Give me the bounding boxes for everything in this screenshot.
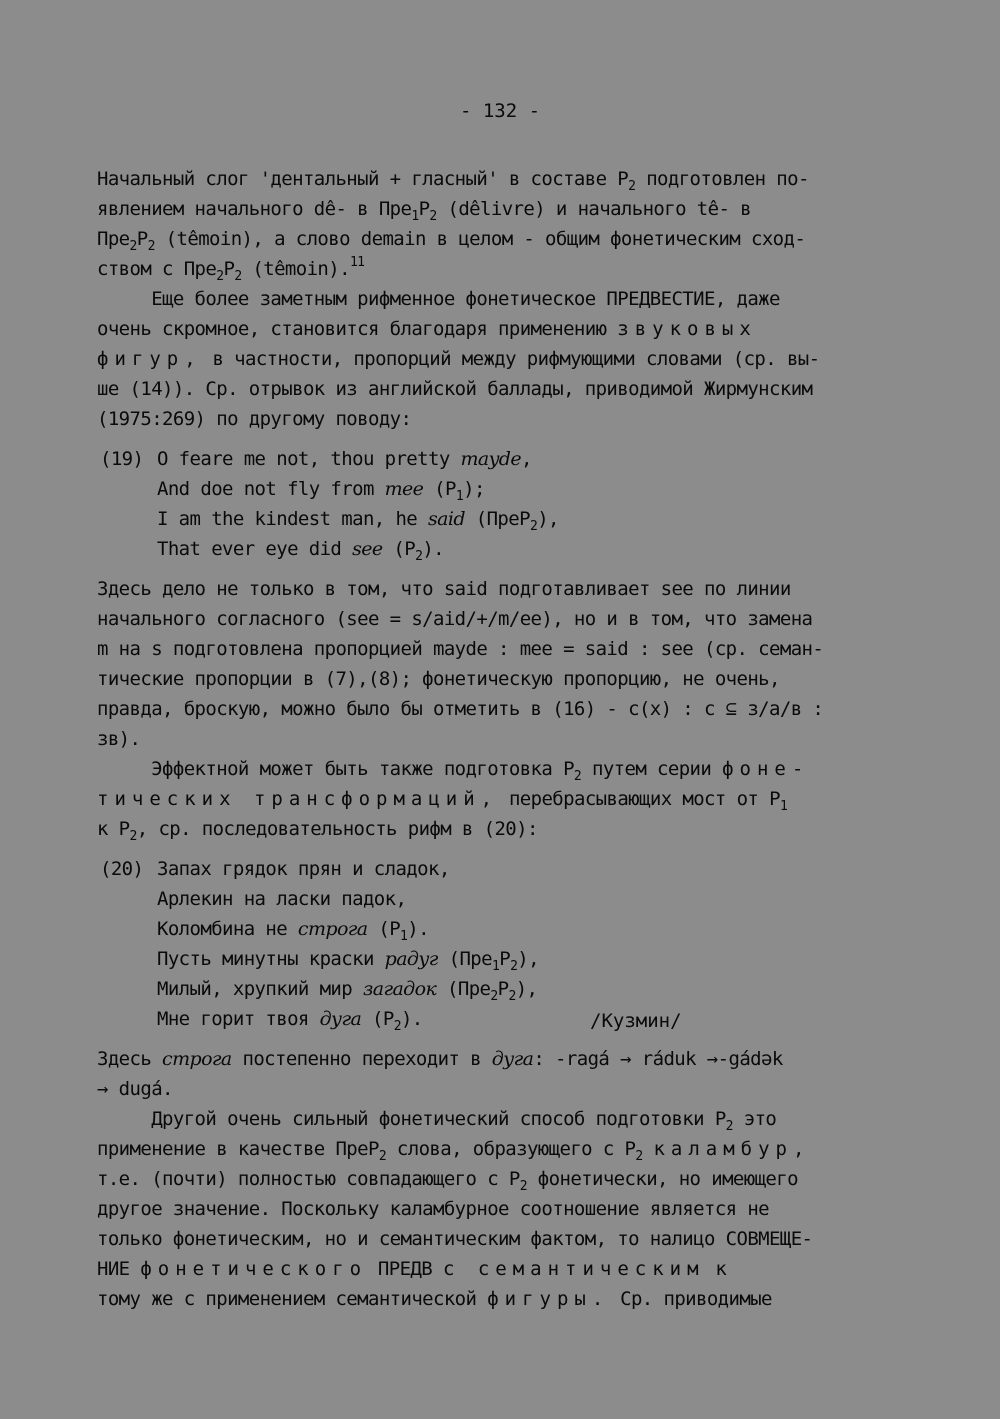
text-line: ством с $Пре_2P_2$ (têmoin).$^{11}$ [97, 255, 365, 284]
text-line: → dugá. [97, 1078, 173, 1100]
text-line: явлением начального dê- в $Пре_1P_2$ (dêlivre) и начального tê- в [97, 198, 751, 224]
text-line: фигур, в частности, пропорций между рифмующими словами (ср. вы- [97, 348, 820, 370]
text-line: только фонетическим, но и семантическим фактом, то налицо СОВМЕЩЕ- [97, 1228, 813, 1250]
text-line: m на s подготовлена пропорцией mayde : mee = said : see (ср. семан- [97, 638, 824, 660]
verse-line: Мне горит твоя дуга $(P_2)$. [157, 1008, 423, 1034]
text-line: $Пре_2P_2$ (têmoin), а слово demain в целом - общим фонетическим сход- [97, 228, 806, 254]
text-line: тические пропорции в (7),(8); фонетическую пропорцию, не очень, [97, 668, 780, 690]
text-line: Здесь строга постепенно переходит в дуга: -ragá → ráduk →-gádək [97, 1048, 783, 1070]
verse-line: O feare me not, thou pretty mayde, [157, 448, 532, 470]
verse-line: Коломбина не строга $(P_1)$. [157, 918, 429, 944]
verse-line: Пусть минутны краски радуг $(Пре_1P_2)$, [157, 948, 539, 974]
text-line: ше (14)). Ср. отрывок из английской баллады, приводимой Жирмунским [97, 378, 813, 400]
text-line: Здесь дело не только в том, что said подготавливает see по линии [97, 578, 791, 600]
page-number: - 132 - [459, 100, 541, 122]
text-line: применение в качестве ПреP$_2$ слова, образующего с $P_2$ каламбур, [97, 1138, 811, 1164]
text-line: зв). [97, 728, 141, 750]
example-number: (20) [100, 858, 144, 880]
verse-line: And doe not fly from mee $(P_1)$; [157, 478, 485, 504]
text-line: т.е. (почти) полностью совпадающего с $P_2$ фонетически, но имеющего [97, 1168, 798, 1194]
text-line: другое значение. Поскольку каламбурное соотношение является не [97, 1198, 770, 1220]
text-line: к $P_2$, ср. последовательность рифм в (20): [97, 818, 538, 844]
text-line: Другой очень сильный фонетический способ подготовки $P_2$ это [97, 1108, 777, 1134]
example-number: (19) [100, 448, 144, 470]
text-line: Еще более заметным рифменное фонетическое ПРЕДВЕСТИЕ, даже [97, 288, 780, 310]
verse-line: Милый, хрупкий мир загадок $(Пре_2P_2)$, [157, 978, 538, 1004]
text-line: (1975:269) по другому поводу: [97, 408, 412, 430]
text-line: начального согласного (see = s/aid/+/m/ee), но и в том, что замена [97, 608, 813, 630]
text-line: очень скромное, становится благодаря применению звуковых [97, 318, 757, 340]
text-line: Начальный слог 'дентальный + гласный' в составе $P_2$ подготовлен по- [97, 168, 809, 194]
verse-line: Запах грядок прян и сладок, [157, 858, 450, 880]
text-line: правда, броскую, можно было бы отметить в (16) - c(x) : c ⊆ з/а/в : [97, 698, 824, 720]
verse-line: Арлекин на ласки падок, [157, 888, 407, 910]
text-line: тому же с применением семантической фигуры. Ср. приводимые [97, 1288, 772, 1310]
text-line: НИЕ фонетического ПРЕДВ с семантическим к [97, 1258, 727, 1280]
text-line: Эффектной может быть также подготовка $P_2$ путем серии фоне- [97, 758, 810, 784]
verse-line: I am the kindest man, he said (ПреP$_2$), [157, 508, 559, 534]
verse-line: That ever eye did see $(P_2)$. [157, 538, 445, 564]
text-line: тических трансформаций, перебрасывающих мост от $P_1$ [97, 788, 788, 814]
poem-author: /Кузмин/ [590, 1010, 682, 1032]
